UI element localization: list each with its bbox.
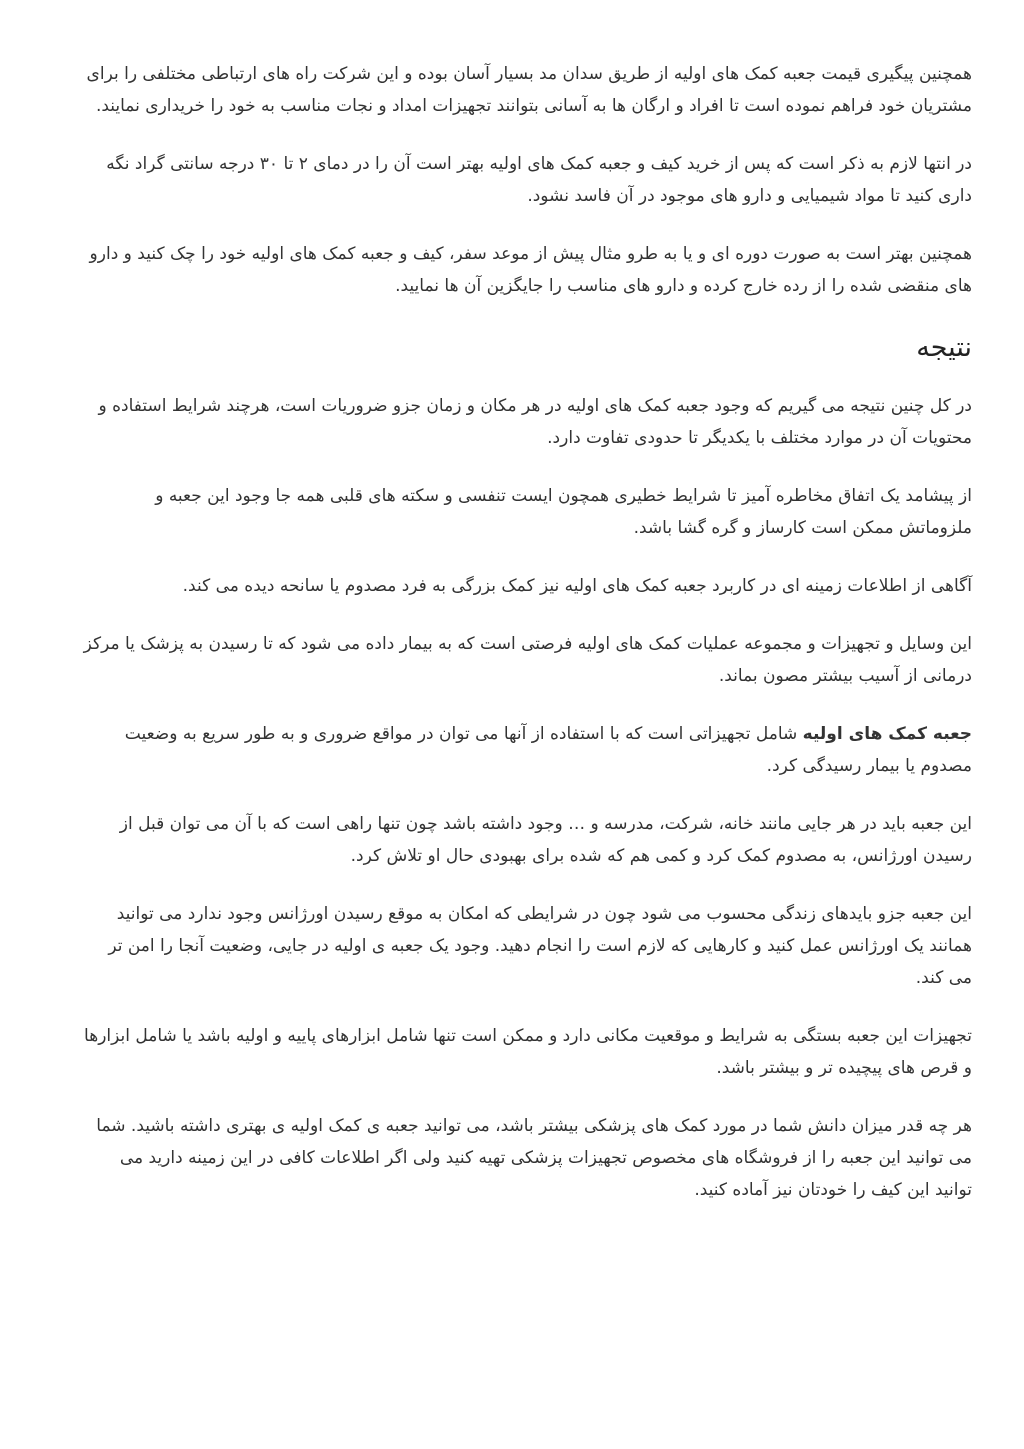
paragraph-kit-essential: این جعبه جزو بایدهای زندگی محسوب می شود چون در شرایطی که امکان به موقع رسیدن اورژانس وجود ندارد می توانید همانند یک اورژانس عمل کنید و کارهایی که لازم است را انجام دهید. وجود یک جعبه ی اولیه در جایی، وضعیت آنجا را امن تر می کند. <box>108 904 972 988</box>
kit-definition-bold-term: جعبه کمک های اولیه <box>802 724 972 744</box>
section-heading-conclusion: نتیجه <box>916 332 972 363</box>
article-body <box>80 58 972 1232</box>
paragraph-price-followup: همچنین پیگیری قیمت جعبه کمک های اولیه از طریق سدان مد بسیار آسان بوده و این شرکت راه های ارتباطی مختلفی را برای مشتریان خود فراهم نموده است تا افراد و ارگان ها به آسانی بتوانند تجهیزات امداد و نجات مناسب به خود را خریداری نمایند. <box>86 64 972 116</box>
paragraph-first-aid-opportunity: این وسایل و تجهیزات و مجموعه عملیات کمک های اولیه فرصتی است که به بیمار داده می شود که تا رسیدن به پزشک یا مرکز درمانی از آسیب بیشتر مصون بماند. <box>83 634 972 686</box>
kit-definition-text: شامل تجهیزاتی است که با استفاده از آنها می توان در مواقع ضروری و به طور سریع به وضعیت مصدوم یا بیمار رسیدگی کرد. <box>124 724 972 776</box>
paragraph-kit-locations: این جعبه باید در هر جایی مانند خانه، شرکت، مدرسه و … وجود داشته باشد چون تنها راهی است که با آن می توان قبل از رسیدن اورژانس، به مصدوم کمک کرد و کمی هم که شده برای بهبودی حال او تلاش کرد. <box>119 814 972 866</box>
paragraph-periodic-check: همچنین بهتر است به صورت دوره ای و یا به طرو مثال پیش از موعد سفر، کیف و جعبه کمک های اولیه خود را چک کنید و دارو های منقضی شده را از رده خارج کرده و دارو های مناسب را جایگزین آن ها نمایید. <box>89 244 972 296</box>
paragraph-kit-contents: تجهیزات این جعبه بستگی به شرایط و موقعیت مکانی دارد و ممکن است تنها شامل ابزارهای پاییه و اولیه باشد یا شامل ابزارها و قرص های پیچیده تر و بیشتر باشد. <box>84 1026 972 1078</box>
paragraph-kit-definition <box>80 718 972 782</box>
paragraph-background-knowledge: آگاهی از اطلاعات زمینه ای در کاربرد جعبه کمک های اولیه نیز کمک بزرگی به فرد مصدوم یا سانحه دیده می کند. <box>182 576 972 596</box>
paragraph-emergency-situations: از پیشامد یک اتفاق مخاطره آمیز تا شرایط خطیری همچون ایست تنفسی و سکته های قلبی همه جا وجود این جعبه و ملزوماتش ممکن است کارساز و گره گشا باشد. <box>155 486 972 538</box>
paragraph-storage-temperature: در انتها لازم به ذکر است که پس از خرید کیف و جعبه کمک های اولیه بهتر است آن را در دمای ۲ تا ۳۰ درجه سانتی گراد نگه داری کنید تا مواد شیمیایی و دارو های موجود در آن فاسد نشود. <box>106 154 972 206</box>
paragraph-conclusion-necessity: در کل چنین نتیجه می گیریم که وجود جعبه کمک های اولیه در هر مکان و زمان جزو ضروریات است، هرچند شرایط استفاده و محتویات آن در موارد مختلف با یکدیگر تا حدودی تفاوت دارد. <box>98 396 972 448</box>
paragraph-kit-knowledge: هر چه قدر میزان دانش شما در مورد کمک های پزشکی بیشتر باشد، می توانید جعبه ی کمک اولیه ی بهتری داشته باشید. شما می توانید این جعبه را از فروشگاه های مخصوص تجهیزات پزشکی تهیه کنید ولی اگر اطلاعات کافی در این زمینه دارید می توانید این کیف را خودتان نیز آماده کنید. <box>96 1116 972 1200</box>
